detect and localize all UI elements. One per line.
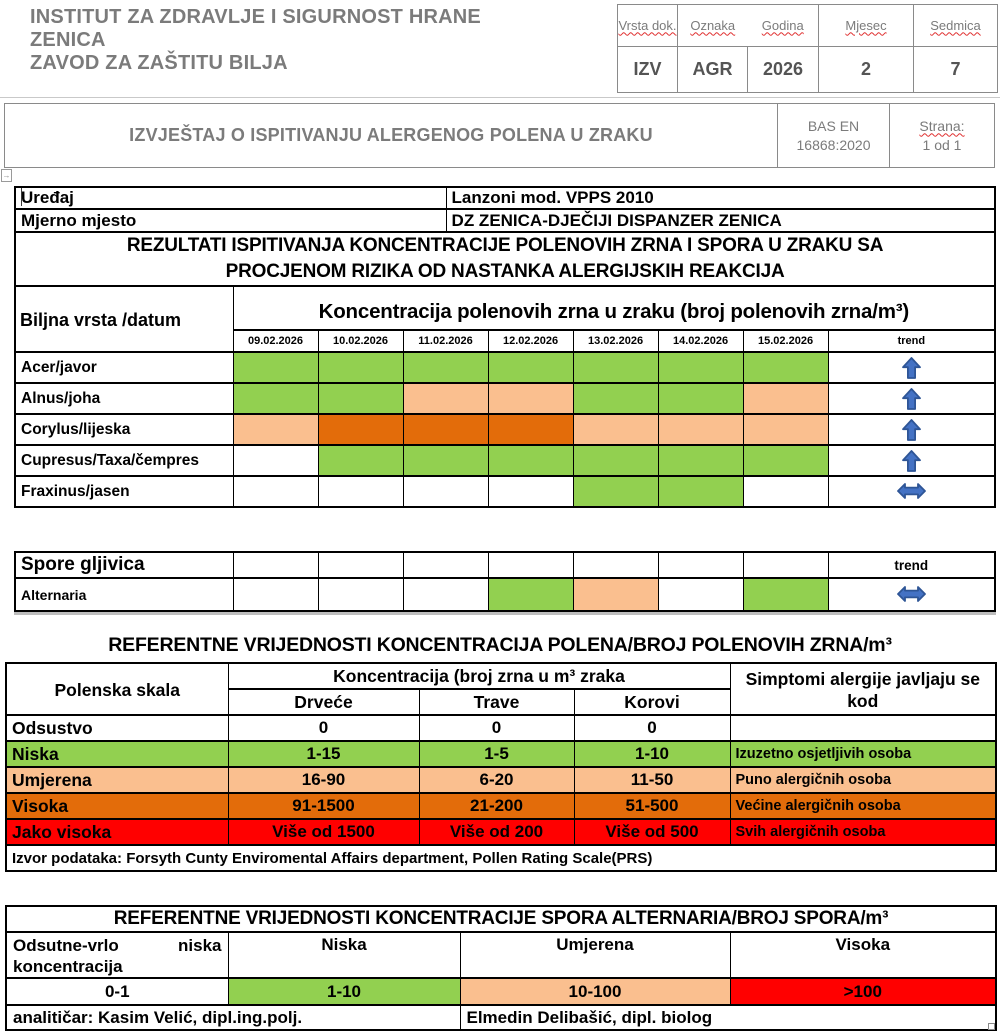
date-3: 11.02.2026 xyxy=(403,330,488,352)
ref-value: Više od 200 xyxy=(419,819,574,845)
trend-column-header: trend xyxy=(828,330,995,352)
date-4: 12.02.2026 xyxy=(488,330,573,352)
level-cell xyxy=(318,445,403,476)
report-title: IZVJEŠTAJ O ISPITIVANJU ALERGENOG POLENA U ZRAKU xyxy=(5,104,778,168)
level-cell xyxy=(488,476,573,507)
trend-cell xyxy=(828,578,995,611)
page-indicator xyxy=(890,104,995,168)
standard-line-1: BAS EN xyxy=(807,117,860,134)
level-cell xyxy=(233,445,318,476)
level-cell xyxy=(573,352,658,383)
org-line-1: INSTITUT ZA ZDRAVLJE I SIGURNOST HRANE xyxy=(30,6,481,28)
spore-reference-title: REFERENTNE VRIJEDNOSTI KONCENTRACIJE SPORA ALTERNARIA/BROJ SPORA/m³ xyxy=(6,906,996,932)
level-cell xyxy=(743,414,828,445)
ref-row-very-high xyxy=(6,819,996,845)
spore-ref-col-absent: Odsutne-vrlo niska koncentracija xyxy=(6,932,228,978)
spore-ref-col-high: Visoka xyxy=(730,932,996,978)
ref-row-label: Jako visoka xyxy=(6,819,228,845)
col-weeds: Korovi xyxy=(574,689,730,715)
level-cell xyxy=(658,383,743,414)
trend-stable-icon xyxy=(897,483,926,499)
level-cell xyxy=(658,445,743,476)
level-cell xyxy=(573,578,658,611)
results-title-cell xyxy=(15,232,995,286)
table-move-handle-icon[interactable]: → xyxy=(2,171,11,180)
spore-ref-col-moderate: Umjerena xyxy=(460,932,730,978)
level-cell xyxy=(573,383,658,414)
trend-cell xyxy=(828,352,995,383)
level-cell xyxy=(233,352,318,383)
level-cell xyxy=(573,445,658,476)
ref-row-low xyxy=(6,741,996,767)
ref-value: 11-50 xyxy=(574,767,730,793)
spore-ref-value: 0-1 xyxy=(6,978,228,1005)
table-resize-handle[interactable] xyxy=(988,1023,995,1030)
spore-trend-header: trend xyxy=(828,552,995,578)
date-5: 13.02.2026 xyxy=(573,330,658,352)
level-cell xyxy=(318,476,403,507)
level-cell xyxy=(573,414,658,445)
level-cell xyxy=(658,352,743,383)
level-cell xyxy=(403,578,488,611)
level-cell xyxy=(658,476,743,507)
level-cell xyxy=(488,383,573,414)
spore-ref-value: 10-100 xyxy=(460,978,730,1005)
ref-row-moderate xyxy=(6,767,996,793)
ref-value: Više od 1500 xyxy=(228,819,419,845)
ref-row-label: Umjerena xyxy=(6,767,228,793)
pollen-row-alnus xyxy=(15,383,995,414)
level-cell xyxy=(488,578,573,611)
trend-up-icon xyxy=(902,357,921,379)
page-value: 1 od 1 xyxy=(922,136,962,153)
ref-value: 0 xyxy=(574,715,730,741)
doc-meta-table xyxy=(617,4,998,93)
level-cell xyxy=(318,578,403,611)
meta-col-oznaka: Oznaka xyxy=(678,5,748,47)
spore-ref-col-low: Niska xyxy=(228,932,460,978)
scale-header: Polenska skala xyxy=(6,663,228,715)
ref-symptoms: Puno alergičnih osoba xyxy=(730,767,996,793)
trend-up-icon xyxy=(902,450,921,472)
meta-col-godina: Godina xyxy=(748,5,819,47)
date-2: 10.02.2026 xyxy=(318,330,403,352)
level-cell xyxy=(233,383,318,414)
site-label: Mjerno mjesto xyxy=(15,209,446,232)
col-trees: Drveće xyxy=(228,689,419,715)
plant-name: Acer/javor xyxy=(15,352,233,383)
ref-value: 0 xyxy=(228,715,419,741)
level-cell xyxy=(318,352,403,383)
trend-cell xyxy=(828,476,995,507)
ref-row-label: Visoka xyxy=(6,793,228,819)
spore-row-alternaria xyxy=(15,578,995,611)
standard-ref xyxy=(778,104,890,168)
trend-stable-icon xyxy=(897,586,926,602)
trend-up-icon xyxy=(902,388,921,410)
spore-results-table xyxy=(14,551,996,612)
ref-value: 91-1500 xyxy=(228,793,419,819)
empty-cell xyxy=(743,552,828,578)
results-title-row xyxy=(15,232,995,286)
trend-cell xyxy=(828,383,995,414)
ref-value: 1-10 xyxy=(574,741,730,767)
device-label: Uređaj xyxy=(15,187,446,209)
trend-cell xyxy=(828,414,995,445)
level-cell xyxy=(233,578,318,611)
spore-ref-title-row xyxy=(6,906,996,932)
level-cell xyxy=(403,445,488,476)
ref-value: Više od 500 xyxy=(574,819,730,845)
pollen-row-cupresus xyxy=(15,445,995,476)
header-divider-line xyxy=(0,97,1000,98)
trend-up-icon xyxy=(902,419,921,441)
meta-col-sedmica: Sedmica xyxy=(914,5,998,47)
plant-name: Fraxinus/jasen xyxy=(15,476,233,507)
ref-symptoms: Izuzetno osjetljivih osoba xyxy=(730,741,996,767)
level-cell xyxy=(743,352,828,383)
date-6: 14.02.2026 xyxy=(658,330,743,352)
org-line-3: ZAVOD ZA ZAŠTITU BILJA xyxy=(30,52,288,74)
ref-value: 16-90 xyxy=(228,767,419,793)
ref-value: 21-200 xyxy=(419,793,574,819)
analyst-1: analitičar: Kasim Velić, dipl.ing.polj. xyxy=(6,1005,460,1030)
symptoms-header: Simptomi alergije javljaju se kod xyxy=(730,663,996,715)
spore-ref-value: >100 xyxy=(730,978,996,1005)
col-grasses: Trave xyxy=(419,689,574,715)
level-cell xyxy=(488,414,573,445)
ref-value: 51-500 xyxy=(574,793,730,819)
org-line-2: ZENICA xyxy=(30,29,106,51)
page-label: Strana: xyxy=(919,117,965,134)
level-cell xyxy=(403,414,488,445)
empty-cell xyxy=(233,552,318,578)
level-cell xyxy=(403,352,488,383)
results-title: REZULTATI ISPITIVANJA KONCENTRACIJE POLENOVIH ZRNA I SPORA U ZRAKU SA PROCJENOM RIZIKA OD NASTANKA ALERGIJSKIH REAKCIJA xyxy=(126,235,884,282)
ref-value: 1-5 xyxy=(419,741,574,767)
level-cell xyxy=(573,476,658,507)
device-row xyxy=(15,187,995,209)
pollen-row-acer xyxy=(15,352,995,383)
organization-name xyxy=(30,6,610,75)
meta-val-mjesec: 2 xyxy=(819,47,914,93)
pollen-row-corylus xyxy=(15,414,995,445)
ref-row-label: Odsustvo xyxy=(6,715,228,741)
level-cell xyxy=(233,476,318,507)
ref-symptoms xyxy=(730,715,996,741)
ref-row-label: Niska xyxy=(6,741,228,767)
ref-symptoms: Svih alergičnih osoba xyxy=(730,819,996,845)
empty-cell xyxy=(318,552,403,578)
empty-cell xyxy=(658,552,743,578)
empty-cell xyxy=(573,552,658,578)
spore-ref-header-row xyxy=(6,932,996,978)
level-cell xyxy=(743,383,828,414)
species-column-header: Biljna vrsta /datum xyxy=(15,286,233,352)
ref-value: 1-15 xyxy=(228,741,419,767)
column-header-row xyxy=(15,286,995,330)
level-cell xyxy=(743,445,828,476)
pollen-reference-table xyxy=(5,662,997,872)
level-cell xyxy=(743,578,828,611)
spore-ref-value-row xyxy=(6,978,996,1005)
spore-reference-table xyxy=(5,905,997,1031)
meta-val-godina: 2026 xyxy=(748,47,819,93)
report-title-table xyxy=(4,103,995,168)
report-title-row xyxy=(5,104,995,168)
level-cell xyxy=(233,414,318,445)
spore-name: Alternaria xyxy=(15,578,233,611)
doc-meta-header-row xyxy=(618,5,998,47)
level-cell xyxy=(658,414,743,445)
spore-ref-value: 1-10 xyxy=(228,978,460,1005)
empty-cell xyxy=(488,552,573,578)
concentration-header: Koncentracija polenovih zrna u zraku (broj polenovih zrna/m³) xyxy=(233,286,995,330)
concentration-group-header: Koncentracija (broj zrna u m³ zraka xyxy=(228,663,730,689)
level-cell xyxy=(743,476,828,507)
meta-val-sedmica: 7 xyxy=(914,47,998,93)
plant-name: Cupresus/Taxa/čempres xyxy=(15,445,233,476)
ref-value: 0 xyxy=(419,715,574,741)
level-cell xyxy=(403,476,488,507)
standard-line-2: 16868:2020 xyxy=(796,136,871,153)
trend-cell xyxy=(828,445,995,476)
ref-value: 6-20 xyxy=(419,767,574,793)
date-7: 15.02.2026 xyxy=(743,330,828,352)
level-cell xyxy=(658,578,743,611)
level-cell xyxy=(403,383,488,414)
ref-header-row-1 xyxy=(6,663,996,689)
meta-val-vrsta-dok: IZV xyxy=(618,47,678,93)
plant-name: Corylus/lijeska xyxy=(15,414,233,445)
empty-cell xyxy=(403,552,488,578)
pollen-row-fraxinus xyxy=(15,476,995,507)
device-value: Lanzoni mod. VPPS 2010 xyxy=(446,187,995,209)
level-cell xyxy=(318,383,403,414)
ref-row-absence xyxy=(6,715,996,741)
level-cell xyxy=(488,352,573,383)
spore-header-row xyxy=(15,552,995,578)
date-1: 09.02.2026 xyxy=(233,330,318,352)
analysts-row xyxy=(6,1005,996,1030)
site-value: DZ ZENICA-DJEČIJI DISPANZER ZENICA xyxy=(446,209,995,232)
meta-val-oznaka: AGR xyxy=(678,47,748,93)
analyst-2: Elmedin Delibašić, dipl. biolog xyxy=(460,1005,996,1030)
meta-col-vrsta-dok: Vrsta dok. xyxy=(618,5,678,47)
spore-section-title: Spore gljivica xyxy=(15,552,233,578)
pollen-reference-title: REFERENTNE VRIJEDNOSTI KONCENTRACIJA POLENA/BROJ POLENOVIH ZRNA/m³ xyxy=(108,634,892,656)
data-source-note: Izvor podataka: Forsyth Cunty Enviromental Affairs department, Pollen Rating Scale(PRS) xyxy=(6,845,996,871)
doc-meta-value-row xyxy=(618,47,998,93)
plant-name: Alnus/joha xyxy=(15,383,233,414)
ref-symptoms: Većine alergičnih osoba xyxy=(730,793,996,819)
level-cell xyxy=(488,445,573,476)
site-row xyxy=(15,209,995,232)
pollen-results-table xyxy=(14,186,996,508)
level-cell xyxy=(318,414,403,445)
ref-source-row xyxy=(6,845,996,871)
meta-col-mjesec: Mjesec xyxy=(819,5,914,47)
ref-row-high xyxy=(6,793,996,819)
